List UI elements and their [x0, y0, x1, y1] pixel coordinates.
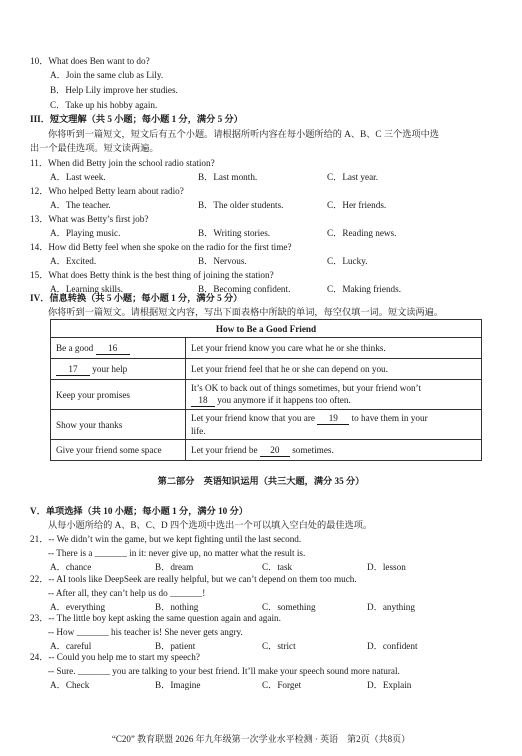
- table-cell-right: [186, 410, 482, 440]
- cell-text: sometimes.: [289, 444, 334, 455]
- cell-text: your help: [90, 363, 128, 374]
- question-22-option-c: C．something: [262, 602, 316, 612]
- question-15-option-c: C．Making friends.: [327, 284, 402, 294]
- page-footer: “C20” 教育联盟 2026 年九年级第一次学业水平检测 · 英语 第2页（共8页）: [111, 734, 411, 744]
- question-10-option-b: B．Help Lily improve her studies.: [50, 85, 178, 95]
- part-2-title: 第二部分 英语知识运用（共三大题，满分 35 分）: [157, 476, 365, 486]
- question-13-option-a: A．Playing music.: [50, 228, 121, 238]
- question-24-option-c: C．Forget: [262, 680, 302, 690]
- table-cell-right: [186, 440, 482, 461]
- question-22-option-d: D．anything: [367, 602, 415, 612]
- question-11-option-b: B．Last month.: [198, 172, 258, 182]
- question-21-option-d: D．lesson: [367, 562, 406, 572]
- question-10-stem: 10．What does Ben want to do?: [30, 56, 150, 66]
- question-24-option-d: D．Explain: [367, 680, 412, 690]
- blank-17[interactable]: 17: [56, 364, 90, 376]
- question-13-stem: 13．What was Betty’s first job?: [30, 214, 149, 224]
- question-14-option-b: B．Nervous.: [198, 256, 247, 266]
- question-11-option-a: A．Last week.: [50, 172, 106, 182]
- section-3-title: III．短文理解（共 5 小题；每小题 1 分，满分 5 分）: [30, 114, 243, 124]
- cell-text: to have them in your: [349, 413, 428, 423]
- question-15-stem: 15．What does Betty think is the best thing of joining the station?: [30, 270, 274, 280]
- table-cell-left: Keep your promises: [51, 380, 186, 410]
- question-10-option-a: A．Join the same club as Lily.: [50, 70, 164, 80]
- question-21-line1: 21．-- We didn’t win the game, but we kept fighting until the last second.: [30, 534, 302, 544]
- cell-line: It’s OK to back out of things sometimes, but your friend won’t: [191, 383, 422, 393]
- question-22-option-b: B．nothing: [155, 602, 199, 612]
- question-22-option-a: A．everything: [50, 602, 106, 612]
- cell-text: Let your friend know that you are: [191, 413, 318, 423]
- question-22-line2: -- After all, they can’t help us do _______!: [48, 588, 206, 598]
- question-14-option-a: A．Excited.: [50, 256, 97, 266]
- table-header-row: [51, 320, 482, 338]
- table-row: [51, 380, 482, 410]
- table-row: [51, 410, 482, 440]
- question-21-option-c: C．task: [262, 562, 293, 572]
- cell-text: Be a good: [56, 342, 96, 353]
- table-row: [51, 440, 482, 461]
- table-cell-left: Show your thanks: [51, 410, 186, 440]
- question-13-option-b: B．Writing stories.: [198, 228, 271, 238]
- table-cell-left: [51, 338, 186, 359]
- question-11-stem: 11．When did Betty join the school radio station?: [30, 158, 215, 168]
- question-23-option-d: D．confident: [367, 641, 418, 651]
- question-12-option-c: C．Her friends.: [327, 200, 387, 210]
- section-4-instruction: 你将听到一篇短文。请根据短文内容，写出下面表格中所缺的单词，每空仅填一词。短文读两遍。: [48, 307, 444, 317]
- table-cell-right: Let your friend feel that he or she can depend on you.: [186, 359, 482, 380]
- blank-20[interactable]: 20: [260, 445, 290, 457]
- question-11-option-c: C．Last year.: [327, 172, 379, 182]
- blank-19[interactable]: 19: [317, 413, 349, 425]
- info-table: [50, 319, 482, 461]
- cell-line: [191, 412, 476, 425]
- table-cell-right: Let your friend know you care what he or she thinks.: [186, 338, 482, 359]
- blank-16[interactable]: 16: [96, 343, 130, 355]
- question-24-option-a: A．Check: [50, 680, 90, 690]
- table-cell-right: [186, 380, 482, 410]
- question-14-stem: 14．How did Betty feel when she spoke on the radio for the first time?: [30, 242, 292, 252]
- table-cell-left: [51, 359, 186, 380]
- question-10-option-c: C．Take up his hobby again.: [50, 100, 158, 110]
- question-15-option-b: B．Becoming confident.: [198, 284, 291, 294]
- question-14-option-c: C．Lucky.: [327, 256, 368, 266]
- section-5-title: V．单项选择（共 10 小题；每小题 1 分，满分 10 分）: [30, 506, 248, 516]
- table-row: [51, 338, 482, 359]
- question-21-option-b: B．dream: [155, 562, 194, 572]
- question-22-line1: 22．-- AI tools like DeepSeek are really helpful, but we can’t depend on them too much.: [30, 574, 357, 584]
- question-13-option-c: C．Reading news.: [327, 228, 397, 238]
- question-24-line2: -- Sure. _______ you are talking to your best friend. It’ll make your speech sound more natural.: [48, 666, 400, 676]
- cell-line: life.: [191, 426, 206, 436]
- section-3-instruction-line1: 你将听到一篇短文，短文后有五个小题。请根据所听内容在每小题所给的 A、B、C 三个选项中选: [48, 129, 439, 139]
- section-5-instruction: 从每小题所给的 A、B、C、D 四个选项中选出一个可以填入空白处的最佳选项。: [48, 520, 373, 530]
- cell-text: Let your friend be: [191, 444, 260, 455]
- table-row: [51, 359, 482, 380]
- cell-line: [191, 394, 476, 407]
- question-23-option-a: A．careful: [50, 641, 92, 651]
- question-21-line2: -- There is a _______ in it: never give up, no matter what the result is.: [48, 548, 306, 558]
- blank-18[interactable]: 18: [191, 395, 215, 407]
- question-24-option-b: B．Imagine: [155, 680, 201, 690]
- question-24-line1: 24．-- Could you help me to start my speech?: [30, 652, 200, 662]
- question-15-option-a: A．Learning skills.: [50, 284, 123, 294]
- question-12-option-a: A．The teacher.: [50, 200, 111, 210]
- table-cell-left: Give your friend some space: [51, 440, 186, 461]
- section-3-instruction-line2: 出一个最佳选项。短文读两遍。: [30, 143, 159, 153]
- question-23-line1: 23．-- The little boy kept asking the same question again and again.: [30, 613, 281, 623]
- question-12-option-b: B．The older students.: [198, 200, 284, 210]
- cell-text: you anymore if it happens too often.: [215, 395, 351, 405]
- question-12-stem: 12．Who helped Betty learn about radio?: [30, 186, 184, 196]
- question-23-option-c: C．strict: [262, 641, 296, 651]
- question-23-line2: -- How _______ his teacher is! She never gets angry.: [48, 627, 243, 637]
- table-title: How to Be a Good Friend: [51, 320, 482, 338]
- section-4-title: IV．信息转换（共 5 小题；每小题 1 分，满分 5 分）: [30, 293, 243, 303]
- question-23-option-b: B．patient: [155, 641, 196, 651]
- question-21-option-a: A．chance: [50, 562, 92, 572]
